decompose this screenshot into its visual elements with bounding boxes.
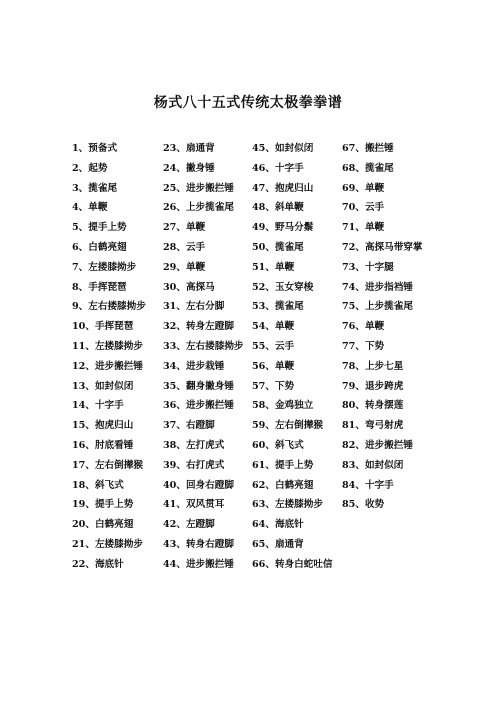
form-list-item: 44、进步搬拦锤 bbox=[163, 558, 234, 570]
form-list-item: 70、云手 bbox=[342, 202, 385, 214]
form-list-item: 65、扇通背 bbox=[252, 538, 304, 550]
form-list-item: 80、转身摆莲 bbox=[342, 400, 404, 412]
form-list-item: 1、预备式 bbox=[72, 143, 118, 154]
form-list-item: 78、上步七星 bbox=[342, 360, 404, 372]
form-list-item: 35、翻身撇身锤 bbox=[163, 380, 234, 392]
form-list-item: 28、云手 bbox=[163, 241, 206, 253]
form-list-item: 85、收势 bbox=[342, 499, 385, 511]
form-list-item: 31、左右分脚 bbox=[163, 301, 225, 313]
form-list-item: 76、单鞭 bbox=[342, 321, 385, 333]
form-list-item: 64、海底针 bbox=[252, 519, 304, 531]
form-list-column-2 bbox=[163, 139, 244, 575]
form-list-item: 17、左右倒撵猴 bbox=[72, 459, 143, 471]
form-list-item: 82、进步搬拦锤 bbox=[342, 439, 413, 451]
form-list-item: 19、提手上势 bbox=[72, 499, 134, 511]
form-list-item: 4、单鞭 bbox=[72, 202, 108, 214]
form-list-item: 79、退步跨虎 bbox=[342, 380, 404, 392]
form-list-item: 83、如封似闭 bbox=[342, 459, 404, 471]
document-title: 杨式八十五式传统太极拳拳谱 bbox=[153, 95, 343, 111]
form-list-item: 18、斜飞式 bbox=[72, 479, 124, 491]
form-list-item: 71、单鞭 bbox=[342, 222, 385, 234]
form-list-item: 8、手挥琵琶 bbox=[72, 281, 127, 293]
form-list-item: 6、白鹤亮翅 bbox=[72, 241, 127, 253]
form-list-item: 61、提手上势 bbox=[252, 459, 314, 471]
form-list-item: 41、双风贯耳 bbox=[163, 499, 225, 511]
form-list-item: 40、回身右蹬脚 bbox=[163, 479, 234, 491]
form-list-item: 46、十字手 bbox=[252, 162, 304, 174]
form-list-item: 51、单鞭 bbox=[252, 261, 295, 273]
form-list-item: 75、上步揽雀尾 bbox=[342, 301, 413, 313]
form-list-item: 74、进步指裆锤 bbox=[342, 281, 413, 293]
form-list-item: 3、揽雀尾 bbox=[72, 182, 118, 194]
form-list-item: 72、高探马带穿掌 bbox=[342, 241, 423, 253]
form-list-item: 7、左搂膝拗步 bbox=[72, 261, 137, 273]
form-list-item: 68、揽雀尾 bbox=[342, 162, 394, 174]
form-list-item: 77、下势 bbox=[342, 340, 385, 352]
form-list-item: 59、左右倒撵猴 bbox=[252, 420, 323, 432]
form-list-item: 20、白鹤亮翅 bbox=[72, 519, 134, 531]
form-list-item: 55、云手 bbox=[252, 340, 295, 352]
form-list-item: 13、如封似闭 bbox=[72, 380, 134, 392]
form-list-item: 16、肘底看锤 bbox=[72, 439, 134, 451]
form-list-item: 38、左打虎式 bbox=[163, 439, 225, 451]
form-list-item: 73、十字腿 bbox=[342, 261, 394, 273]
form-list-item: 25、进步搬拦锤 bbox=[163, 182, 234, 194]
form-list-item: 21、左搂膝拗步 bbox=[72, 538, 143, 550]
form-list-item: 22、海底针 bbox=[72, 558, 124, 570]
form-list-item: 67、搬拦锤 bbox=[342, 143, 394, 154]
form-list-column-1 bbox=[72, 139, 146, 575]
form-list-item: 47、抱虎归山 bbox=[252, 182, 314, 194]
form-list-item: 29、单鞭 bbox=[163, 261, 206, 273]
form-list-item: 15、抱虎归山 bbox=[72, 420, 134, 432]
form-list-item: 14、十字手 bbox=[72, 400, 124, 412]
form-list-item: 26、上步揽雀尾 bbox=[163, 202, 234, 214]
form-list-item: 84、十字手 bbox=[342, 479, 394, 491]
form-list-item: 66、转身白蛇吐信 bbox=[252, 558, 333, 570]
form-list-item: 39、右打虎式 bbox=[163, 459, 225, 471]
form-list-column-3 bbox=[252, 139, 333, 575]
form-list-item: 63、左搂膝拗步 bbox=[252, 499, 323, 511]
form-list-item: 34、进步栽锤 bbox=[163, 360, 225, 372]
form-list-item: 69、单鞭 bbox=[342, 182, 385, 194]
form-list-item: 54、单鞭 bbox=[252, 321, 295, 333]
form-list-item: 9、左右搂膝拗步 bbox=[72, 301, 146, 313]
form-list-item: 37、右蹬脚 bbox=[163, 420, 215, 432]
form-list-item: 5、提手上势 bbox=[72, 222, 127, 234]
form-list-item: 49、野马分鬃 bbox=[252, 222, 314, 234]
form-list-item: 81、弯弓射虎 bbox=[342, 420, 404, 432]
form-list-item: 50、揽雀尾 bbox=[252, 241, 304, 253]
form-list-item: 23、扇通背 bbox=[163, 143, 215, 154]
form-list-item: 62、白鹤亮翅 bbox=[252, 479, 314, 491]
form-list-item: 43、转身右蹬脚 bbox=[163, 538, 234, 550]
form-list-item: 58、金鸡独立 bbox=[252, 400, 314, 412]
form-list-item: 11、左搂膝拗步 bbox=[72, 340, 143, 352]
form-list-item: 42、左蹬脚 bbox=[163, 519, 215, 531]
form-list-item: 56、单鞭 bbox=[252, 360, 295, 372]
form-list-item: 36、进步搬拦锤 bbox=[163, 400, 234, 412]
form-list-item: 57、下势 bbox=[252, 380, 295, 392]
form-list-item: 60、斜飞式 bbox=[252, 439, 304, 451]
form-list-column-4 bbox=[342, 139, 423, 515]
form-list-item: 53、揽雀尾 bbox=[252, 301, 304, 313]
form-list-item: 27、单鞭 bbox=[163, 222, 206, 234]
form-list-item: 12、进步搬拦锤 bbox=[72, 360, 143, 372]
form-list-item: 30、高探马 bbox=[163, 281, 215, 293]
form-list-item: 45、如封似闭 bbox=[252, 143, 314, 154]
form-list-item: 24、撇身锤 bbox=[163, 162, 215, 174]
form-list-item: 32、转身左蹬脚 bbox=[163, 321, 234, 333]
form-list-item: 10、手挥琵琶 bbox=[72, 321, 134, 333]
form-list-item: 2、起势 bbox=[72, 162, 108, 174]
form-list-item: 33、左右搂膝拗步 bbox=[163, 340, 244, 352]
form-list-item: 48、斜单鞭 bbox=[252, 202, 304, 214]
form-list-item: 52、玉女穿梭 bbox=[252, 281, 314, 293]
